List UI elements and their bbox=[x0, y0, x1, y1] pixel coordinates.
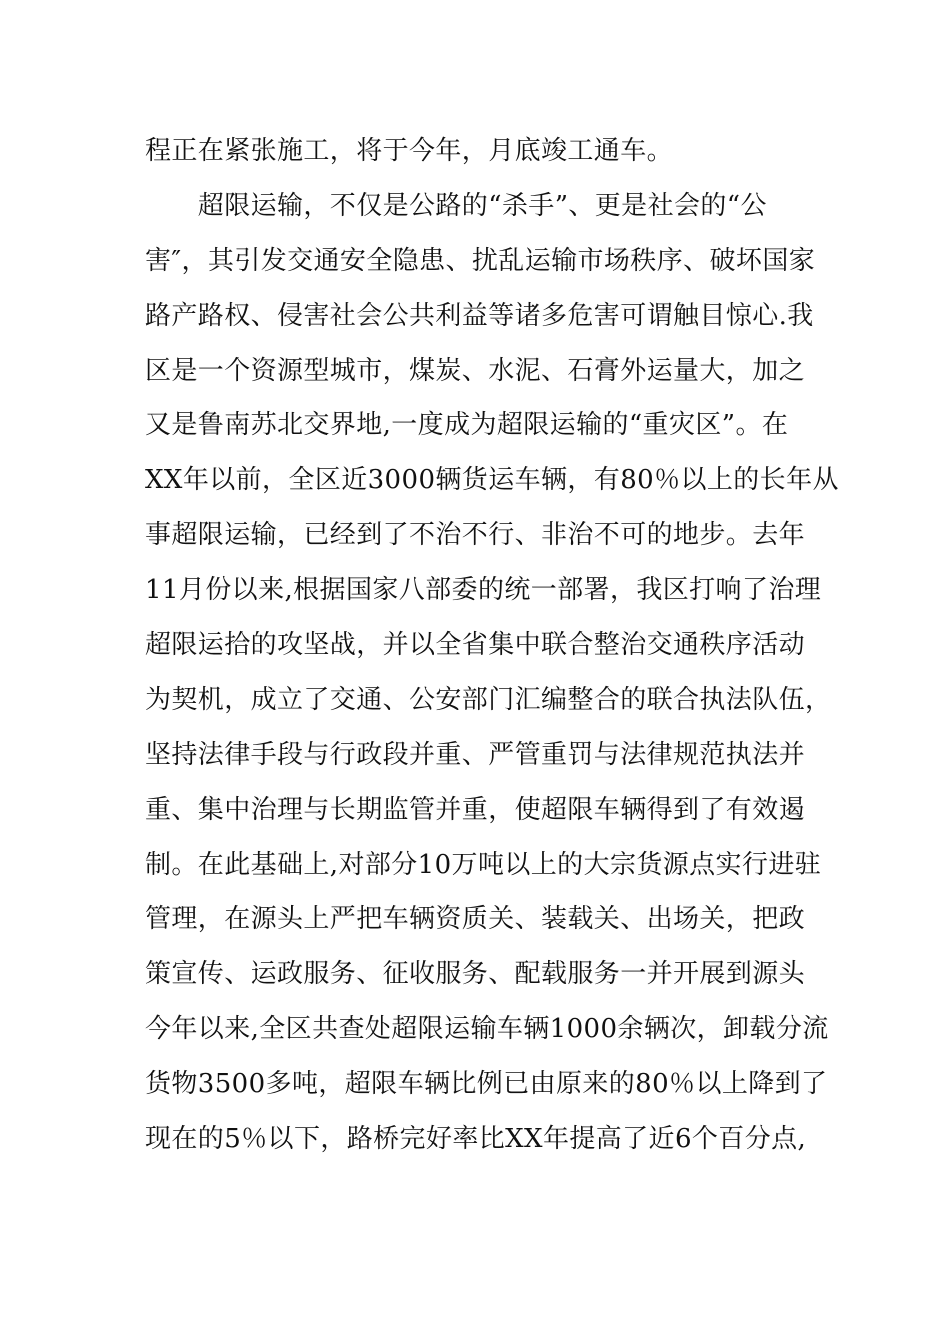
text-line: 为契机，成立了交通、公安部门汇编整合的联合执法队伍， bbox=[145, 684, 832, 715]
text-line: 货物3500多吨，超限车辆比例已由原来的80％以上降到了 bbox=[145, 1069, 828, 1100]
text-line: XX年以前，全区近3000辆货运车辆，有80％以上的长年从 bbox=[145, 465, 839, 496]
text-line: 超限运输，不仅是公路的“杀手”、更是社会的“公 bbox=[145, 190, 767, 221]
text-line: 超限运拾的攻坚战，并以全省集中联合整治交通秩序活动 bbox=[145, 630, 806, 661]
text-line: 程正在紧张施工，将于今年，月底竣工通车。 bbox=[145, 136, 674, 166]
text-line: 现在的5％以下，路桥完好率比XX年提高了近6个百分点, bbox=[145, 1124, 807, 1155]
text-line: 重、集中治理与长期监管并重，使超限车辆得到了有效遏 bbox=[145, 794, 806, 825]
text-line: 11月份以来,根据国家八部委的统一部署，我区打响了治理 bbox=[145, 575, 822, 606]
text-line: 区是一个资源型城市，煤炭、水泥、石膏外运量大，加之 bbox=[145, 355, 806, 386]
text-line: 路产路权、侵害社会公共利益等诸多危害可谓触目惊心.我 bbox=[145, 300, 814, 331]
text-line: 事超限运输，已经到了不治不行、非治不可的地步。去年 bbox=[145, 520, 806, 551]
text-line: 坚持法律手段与行政段并重、严管重罚与法律规范执法并 bbox=[145, 739, 806, 770]
text-line: 策宣传、运政服务、征收服务、配载服务一并开展到源头 bbox=[145, 959, 806, 990]
text-line: 管理，在源头上严把车辆资质关、装载关、出场关，把政 bbox=[145, 904, 806, 935]
text-line: 制。在此基础上,对部分10万吨以上的大宗货源点实行进驻 bbox=[145, 849, 822, 880]
text-line: 又是鲁南苏北交界地,一度成为超限运输的“重灾区”。在 bbox=[145, 410, 789, 441]
text-line: 害″，其引发交通安全隐患、扰乱运输市场秩序、破坏国家 bbox=[145, 245, 816, 276]
body-text bbox=[145, 128, 839, 1171]
text-line: 今年以来,全区共查处超限运输车辆1000余辆次，卸载分流 bbox=[145, 1014, 829, 1045]
